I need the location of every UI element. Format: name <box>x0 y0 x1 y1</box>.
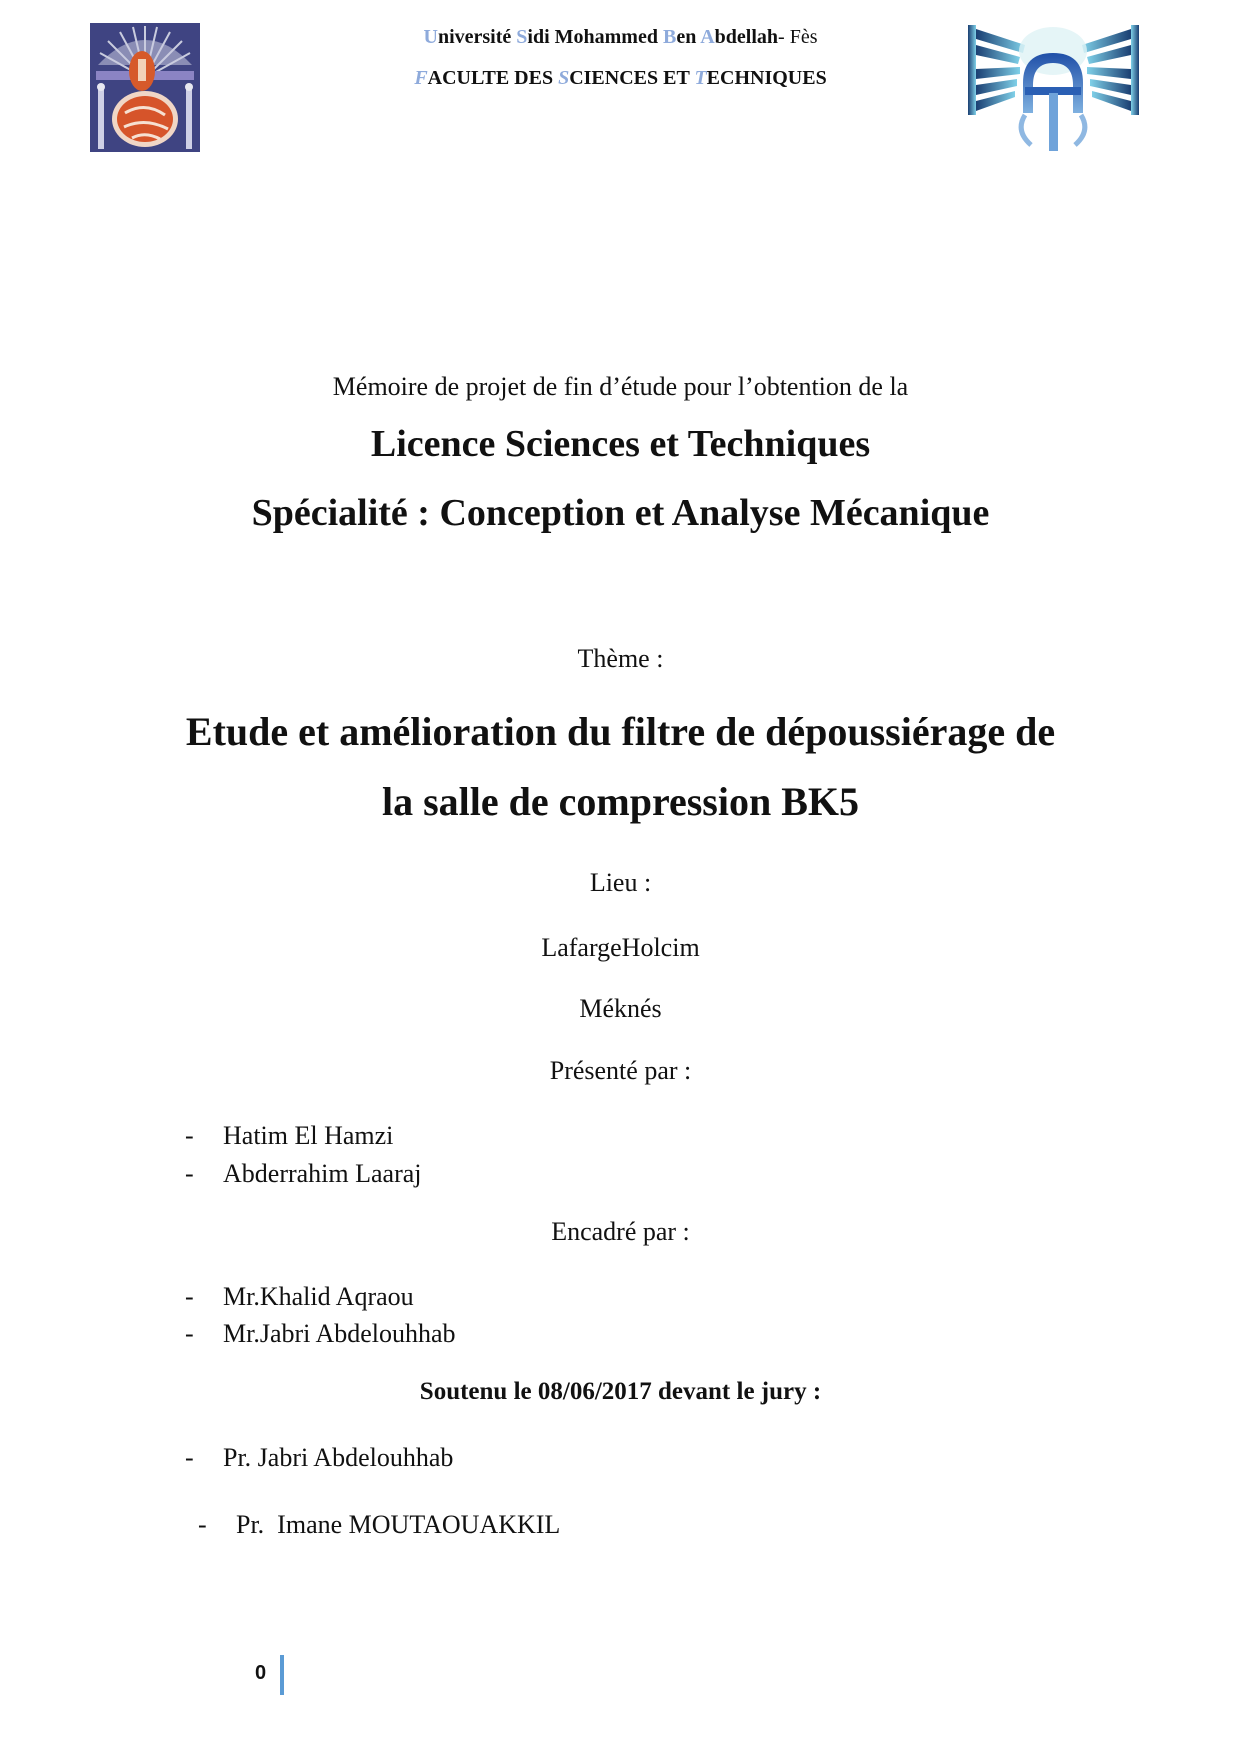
list-bullet: - <box>185 1159 194 1188</box>
jury-member-name: Pr. Imane MOUTAOUAKKIL <box>236 1510 561 1539</box>
student-name: Hatim El Hamzi <box>223 1121 394 1150</box>
supervised-by-label: Encadré par : <box>551 1217 690 1246</box>
place-label: Lieu : <box>589 868 652 897</box>
university-text: idi Mohammed <box>527 26 663 48</box>
list-bullet: - <box>198 1510 207 1539</box>
university-text: niversité <box>437 26 517 48</box>
theme-label: Thème : <box>577 644 664 673</box>
accent-letter: F <box>414 67 428 89</box>
theme-title-line2: la salle de compression BK5 <box>381 779 860 824</box>
defense-label: Soutenu le 08/06/2017 devant le jury : <box>419 1378 822 1405</box>
faculty-name <box>0 67 1241 90</box>
jury-member-name: Pr. Jabri Abdelouhhab <box>223 1443 454 1472</box>
accent-letter: S <box>558 67 570 89</box>
accent-letter: B <box>662 26 677 48</box>
accent-letter: U <box>423 26 438 48</box>
accent-letter: S <box>516 26 528 48</box>
company-name: LafargeHolcim <box>541 933 700 962</box>
presented-by-label: Présenté par : <box>549 1056 692 1085</box>
supervisor-item <box>185 1282 414 1312</box>
page-number: 0 <box>255 1662 267 1684</box>
intro-text: Mémoire de projet de fin d’étude pour l’obtention de la <box>332 372 909 401</box>
specialty-title: Spécialité : Conception et Analyse Mécanique <box>251 492 990 534</box>
page-number-bar <box>280 1655 284 1695</box>
student-item <box>185 1121 393 1151</box>
accent-letter: A <box>700 26 715 48</box>
city-name: Méknés <box>579 994 662 1023</box>
list-bullet: - <box>185 1319 194 1348</box>
list-bullet: - <box>185 1282 194 1311</box>
supervisor-item <box>185 1319 456 1349</box>
university-city: - Fès <box>778 26 818 48</box>
list-bullet: - <box>185 1443 194 1472</box>
list-bullet: - <box>185 1121 194 1150</box>
student-name: Abderrahim Laaraj <box>223 1159 422 1188</box>
faculty-text: ECHNIQUES <box>706 67 827 89</box>
jury-item <box>185 1443 453 1473</box>
faculty-text: ACULTE DES <box>427 67 559 89</box>
university-text: en <box>676 26 701 48</box>
student-item <box>185 1159 422 1189</box>
jury-item <box>185 1480 560 1540</box>
accent-letter: T <box>694 67 707 89</box>
faculty-text: CIENCES ET <box>569 67 695 89</box>
university-text: bdellah <box>714 26 779 48</box>
degree-title: Licence Sciences et Techniques <box>370 423 871 465</box>
supervisor-name: Mr.Jabri Abdelouhhab <box>223 1319 456 1348</box>
theme-title-line1: Etude et amélioration du filtre de dépoussiérage de <box>185 709 1056 754</box>
university-name <box>0 26 1241 49</box>
supervisor-name: Mr.Khalid Aqraou <box>223 1282 414 1311</box>
